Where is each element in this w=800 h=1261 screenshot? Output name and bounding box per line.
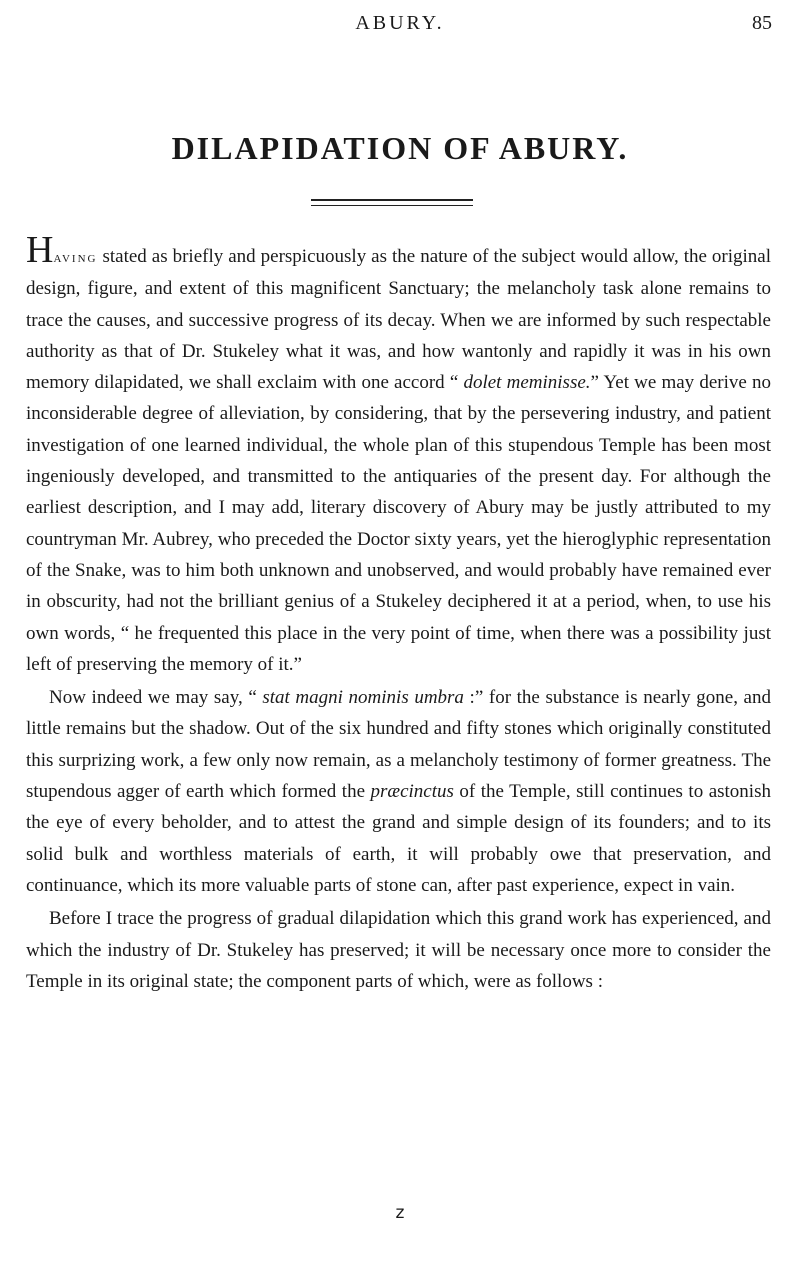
title-rule-thin	[311, 205, 473, 206]
paragraph-3	[26, 903, 771, 997]
paragraph-3-text: Before I trace the progress of gradual dilapidation which this grand work has experienced, and which the industry of Dr. Stukeley has preserved; it will be necessary once more to consider the Temple in its original state; the component parts of which, were as follows :	[26, 908, 771, 992]
latin-quote-2: stat magni nominis umbra	[262, 687, 464, 709]
title-rule-thick	[311, 199, 473, 201]
chapter-title: DILAPIDATION OF ABURY.	[171, 130, 629, 166]
paragraph-1	[26, 229, 771, 680]
paragraph-2-text-c: of the Temple, still continues to astonish the eye of every beholder, and to attest the grand and simple design of its founders; and to its solid bulk and worthless materials of earth, it will probably owe that preservation, and continuance, which its more valuable parts of stone can, after past experience, expect in vain.	[26, 781, 771, 896]
paragraph-1-text-b: ” Yet we may derive no inconsiderable degree of alleviation, by considering, that by the persevering industry, and patient investigation of one learned individual, the whole plan of this stupendous Temple has been most ingeniously developed, and transmitted to the antiquaries of the present day. For although the earliest description, and I may add, literary discovery of Abury may be justly attributed to my countryman Mr. Aubrey, who preceded the Doctor sixty years, yet the hieroglyphic representation of the Snake, was to him both unknown and unobserved, and would probably have remained ever in obscurity, had not the brilliant genius of a Stukeley deciphered it at a period, when, to use his own words, “ he frequented this place in the very point of time, when there was a possibility just left of preserving the memory of it.”	[26, 372, 771, 675]
running-title: ABURY.	[355, 12, 445, 34]
signature-mark: z	[395, 1203, 405, 1223]
small-caps-opening: aving	[53, 249, 98, 266]
paragraph-2	[26, 682, 771, 901]
latin-quote-1: dolet meminisse.	[463, 372, 591, 394]
paragraph-2-text-b: :” for the substance is nearly gone, and little remains but the shadow. Out of the six hundred and fifty stones which originally constituted this surprizing work, a few only now remain, as a melancholy testimony of former greatness. The stupendous agger of earth which formed the	[26, 687, 771, 803]
body-text	[26, 229, 771, 997]
latin-term-praecinctus: præcinctus	[370, 781, 454, 803]
page-number: 85	[752, 12, 772, 34]
paragraph-2-text-a: Now indeed we may say, “	[49, 687, 263, 709]
paragraph-1-text-a: stated as briefly and perspicuously as the nature of the subject would allow, the original design, figure, and extent of this magnificent Sanctuary; the melancholy task alone remains to trace the causes, and successive progress of its decay. When we are informed by such respectable authority as that of Dr. Stukeley what it was, and how wantonly and rapidly it was in his own memory dilapidated, we shall exclaim with one accord “	[26, 246, 771, 394]
drop-cap: H	[26, 229, 54, 271]
